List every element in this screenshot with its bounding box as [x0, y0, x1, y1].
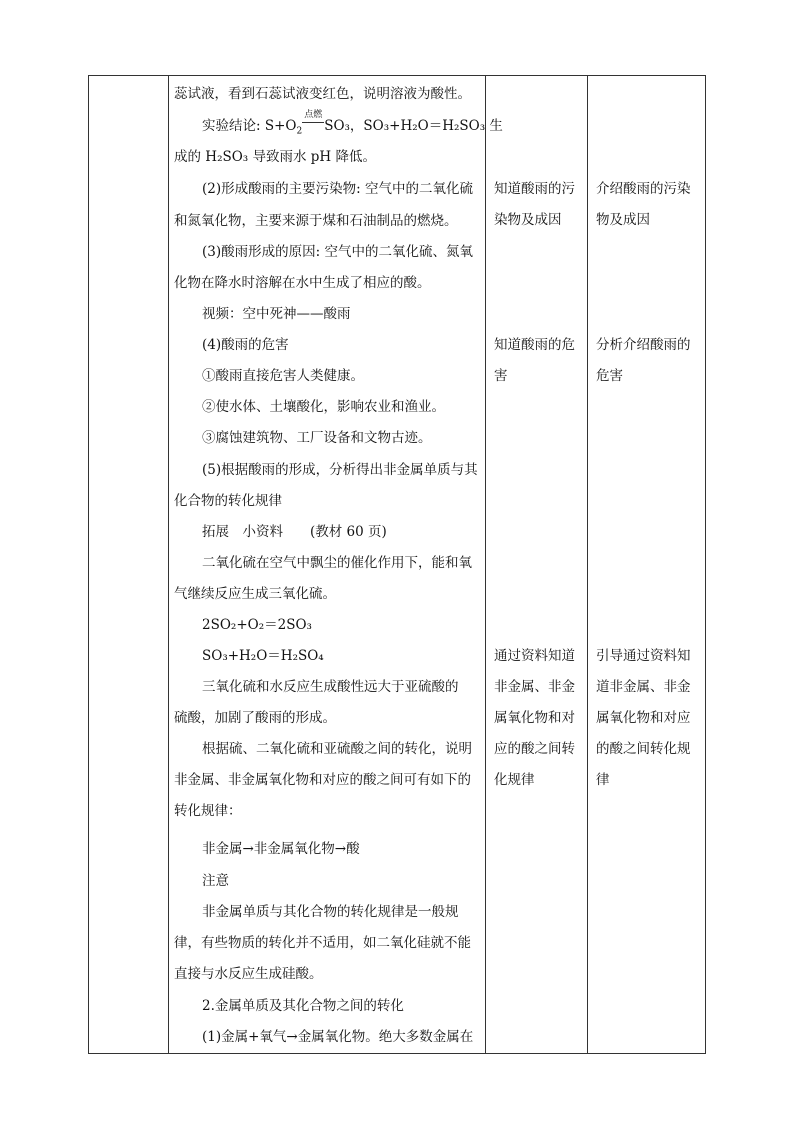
reaction-condition-label: 点燃 — [304, 110, 323, 120]
content-line — [202, 242, 473, 262]
goal-line: 非金属、非金 — [494, 679, 575, 695]
goal-line: 属氧化物和对 — [494, 710, 575, 726]
column-divider — [587, 76, 588, 1053]
content-line — [202, 739, 472, 759]
content-line — [202, 646, 324, 666]
content-text: 根据硫、二氧化硫和亚硫酸之间的转化，说明 — [202, 741, 472, 757]
content-text: 硫酸，加剧了酸雨的形成。 — [174, 710, 336, 726]
content-line — [202, 615, 312, 635]
content-text: ①酸雨直接危害人类健康。 — [202, 368, 364, 384]
method-line: 引导通过资料知 — [596, 648, 691, 664]
content-text: 非金属、非金属氧化物和对应的酸之间可有如下的 — [174, 772, 471, 788]
content-line — [202, 677, 459, 697]
content-line — [202, 397, 445, 417]
method-line: 介绍酸雨的污染 — [596, 181, 691, 197]
content-text: 注意 — [202, 873, 229, 889]
content-line — [174, 964, 323, 984]
content-text: 化合物的转化规律 — [174, 493, 282, 509]
column-divider — [485, 76, 486, 1053]
content-text: (2)形成酸雨的主要污染物: 空气中的二氧化硫 — [202, 181, 473, 197]
content-line — [174, 84, 471, 104]
content-text: (1)金属+氧气→金属氧化物。绝大多数金属在 — [202, 1029, 474, 1045]
content-text: 成的 H₂SO₃ 导致雨水 pH 降低。 — [174, 149, 376, 165]
content-line — [202, 110, 503, 137]
content-line — [174, 801, 242, 821]
content-text: 转化规律： — [174, 803, 242, 819]
content-line — [174, 147, 376, 167]
content-line — [202, 839, 360, 859]
content-text: ②使水体、土壤酸化，影响农业和渔业。 — [202, 399, 445, 415]
content-line — [174, 933, 471, 953]
goal-line: 害 — [494, 368, 508, 384]
content-line — [202, 460, 478, 480]
content-line — [202, 179, 473, 199]
content-line — [174, 211, 458, 231]
content-line — [202, 902, 459, 922]
content-text: 直接与水反应生成硅酸。 — [174, 966, 323, 982]
content-text: SO₃+H₂O＝H₂SO₄ — [202, 648, 324, 664]
content-line — [202, 996, 404, 1016]
content-text: 和氮氧化物，主要来源于煤和石油制品的燃烧。 — [174, 213, 458, 229]
goal-line: 知道酸雨的污 — [494, 181, 575, 197]
content-line — [202, 304, 351, 324]
goal-line: 化规律 — [494, 772, 535, 788]
goal-line: 知道酸雨的危 — [494, 337, 575, 353]
content-text: (3)酸雨形成的原因: 空气中的二氧化硫、氮氧 — [202, 244, 473, 260]
content-text: 蕊试液，看到石蕊试液变红色，说明溶液为酸性。 — [174, 86, 471, 102]
content-line — [202, 553, 472, 573]
content-line — [202, 1027, 473, 1047]
goal-line: 应的酸之间转 — [494, 741, 575, 757]
content-line — [174, 491, 282, 511]
reaction-bar — [302, 122, 324, 123]
content-text: 实验结论: S+O — [202, 118, 297, 134]
method-line: 分析介绍酸雨的 — [596, 337, 691, 353]
method-line: 物及成因 — [596, 212, 650, 228]
method-line: 的酸之间转化规 — [596, 741, 691, 757]
goal-line: 染物及成因 — [494, 212, 562, 228]
method-line: 属氧化物和对应 — [596, 710, 691, 726]
content-text: (4)酸雨的危害 — [202, 337, 289, 353]
reaction-condition-arrow — [302, 110, 324, 136]
method-line: 危害 — [596, 368, 623, 384]
content-text: 三氧化硫和水反应生成酸性远大于亚硫酸的 — [202, 679, 459, 695]
content-line — [174, 708, 336, 728]
content-line — [202, 428, 432, 448]
method-line: 道非金属、非金 — [596, 679, 691, 695]
content-line — [174, 273, 431, 293]
method-line: 律 — [596, 772, 610, 788]
content-line — [202, 335, 289, 355]
content-text: 二氧化硫在空气中飘尘的催化作用下，能和氧 — [202, 555, 472, 571]
content-text: 化物在降水时溶解在水中生成了相应的酸。 — [174, 275, 431, 291]
subscript: 2 — [296, 126, 303, 137]
content-line — [202, 871, 229, 891]
content-line — [202, 366, 364, 386]
content-text: (5)根据酸雨的形成，分析得出非金属单质与其 — [202, 462, 478, 478]
goal-line: 通过资料知道 — [494, 648, 575, 664]
content-text: 非金属单质与其化合物的转化规律是一般规 — [202, 904, 459, 920]
content-text: 律，有些物质的转化并不适用，如二氧化硅就不能 — [174, 935, 471, 951]
content-text: 气继续反应生成三氧化硫。 — [174, 586, 336, 602]
content-text: 非金属→非金属氧化物→酸 — [202, 841, 360, 857]
content-line — [202, 522, 387, 542]
equation-rest: SO₃，SO₃+H₂O＝H₂SO₃ 生 — [324, 118, 503, 134]
content-line — [174, 770, 471, 790]
content-text: ③腐蚀建筑物、工厂设备和文物古迹。 — [202, 430, 432, 446]
content-text: 2SO₂+O₂＝2SO₃ — [202, 617, 312, 633]
lesson-table — [88, 75, 706, 1054]
content-text: 视频：空中死神——酸雨 — [202, 306, 351, 322]
column-divider — [168, 76, 169, 1053]
content-text: 拓展 小资料 (教材 60 页) — [202, 524, 387, 540]
content-line — [174, 584, 336, 604]
content-text: 2.金属单质及其化合物之间的转化 — [202, 998, 404, 1014]
